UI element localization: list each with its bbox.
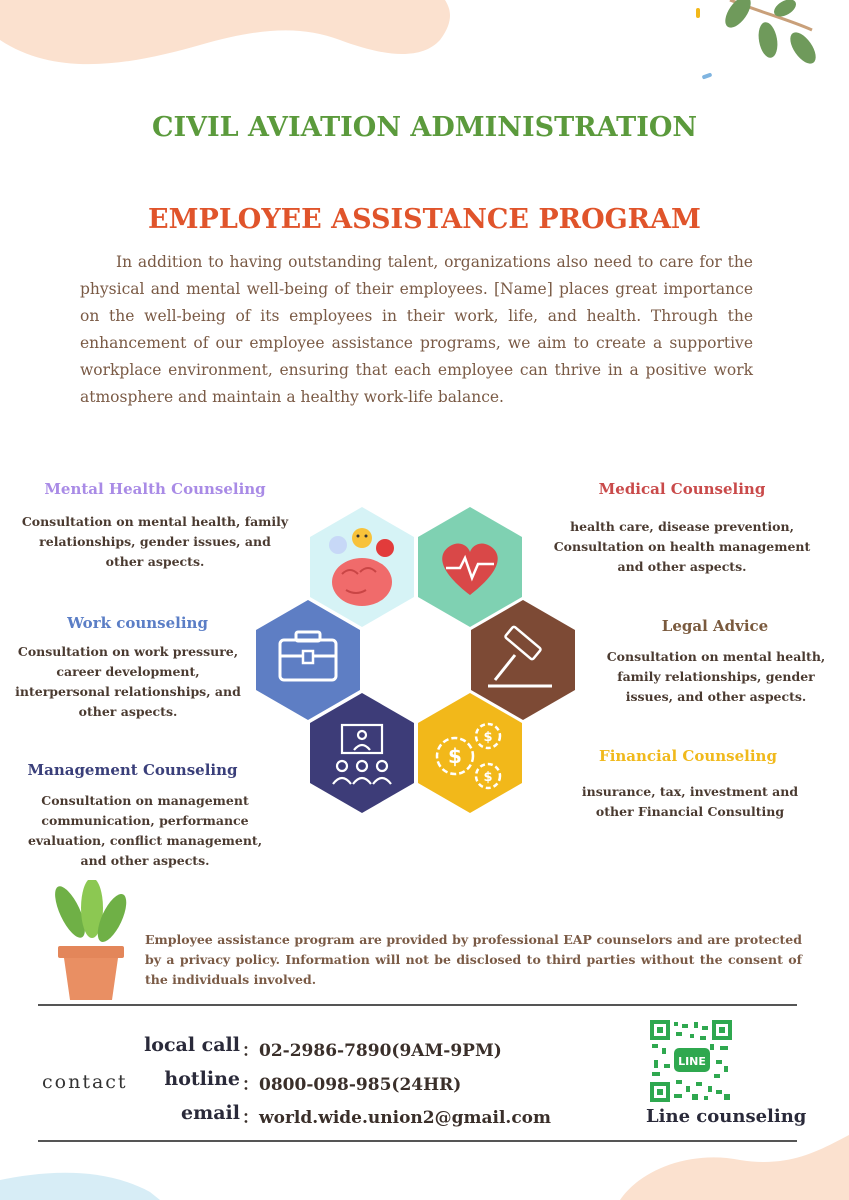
management-counseling-title: Management Counseling xyxy=(27,761,238,779)
local-call-label: local call xyxy=(144,1034,240,1056)
legal-advice-title: Legal Advice xyxy=(661,617,769,635)
organization-title: CIVIL AVIATION ADMINISTRATION xyxy=(151,112,698,143)
services-hexagon-cluster xyxy=(250,500,585,825)
mental-health-title: Mental Health Counseling xyxy=(44,480,266,498)
svg-text:$: $ xyxy=(483,730,493,745)
svg-text:$: $ xyxy=(483,770,493,785)
svg-text:$: $ xyxy=(448,744,462,768)
local-call-value[interactable]: ：02-2986-7890(9AM-9PM) xyxy=(242,1041,502,1061)
divider-bottom xyxy=(38,1140,797,1142)
hex-work xyxy=(256,600,360,720)
line-counseling-label[interactable]: Line counseling xyxy=(646,1106,807,1127)
email-label: email xyxy=(181,1102,240,1124)
program-title: EMPLOYEE ASSISTANCE PROGRAM xyxy=(148,204,701,235)
financial-counseling-title: Financial Counseling xyxy=(599,747,777,765)
financial-counseling-desc: insurance, tax, investment and other Financial Consulting xyxy=(581,784,799,819)
contact-heading: contact xyxy=(42,1071,128,1093)
qr-line-text: LINE xyxy=(678,1055,706,1068)
brain-emotions-icon xyxy=(329,528,394,606)
legal-advice-desc: Consultation on mental health, family relationships, gender issues, and other aspects. xyxy=(606,649,826,704)
potted-plant-icon xyxy=(48,880,133,1005)
hex-medical xyxy=(418,507,522,627)
intro-paragraph: In addition to having outstanding talent, organizations also need to care for the physical and mental well-being of their employees. [Name] places great importance on the well-being of its employees in their work, life, and health. Through the enhancement of our employee assistance programs, we aim to create a supportive workplace environment, ensuring that each employee can thrive in a positive work atmosphere and maintain a healthy work-life balance. xyxy=(80,253,753,406)
hex-legal xyxy=(471,600,575,720)
privacy-note: Employee assistance program are provided by professional EAP counselors and are protected by a privacy policy. Information will not be disclosed to third parties without the consent of the individuals involved. xyxy=(145,932,802,987)
email-value[interactable]: ：world.wide.union2@gmail.com xyxy=(242,1108,552,1128)
line-qr-code-icon[interactable] xyxy=(650,1020,732,1102)
hotline-value[interactable]: ：0800-098-985(24HR) xyxy=(242,1075,462,1095)
divider-top xyxy=(38,1004,797,1006)
hex-financial xyxy=(418,693,522,813)
medical-counseling-title: Medical Counseling xyxy=(598,480,766,498)
work-counseling-desc: Consultation on work pressure, career development, interpersonal relationships, and other aspects. xyxy=(15,644,241,719)
hotline-label: hotline xyxy=(164,1068,240,1090)
hex-management xyxy=(310,693,414,813)
hex-mental-health xyxy=(310,507,414,627)
work-counseling-title: Work counseling xyxy=(67,614,208,632)
management-counseling-desc: Consultation on management communication, performance evaluation, conflict management, and other aspects. xyxy=(27,793,263,868)
medical-counseling-desc: health care, disease prevention, Consultation on health management and other aspects. xyxy=(553,519,811,574)
mental-health-desc: Consultation on mental health, family relationships, gender issues, and other aspects. xyxy=(21,514,289,569)
leaf-branch-decoration xyxy=(720,0,820,68)
